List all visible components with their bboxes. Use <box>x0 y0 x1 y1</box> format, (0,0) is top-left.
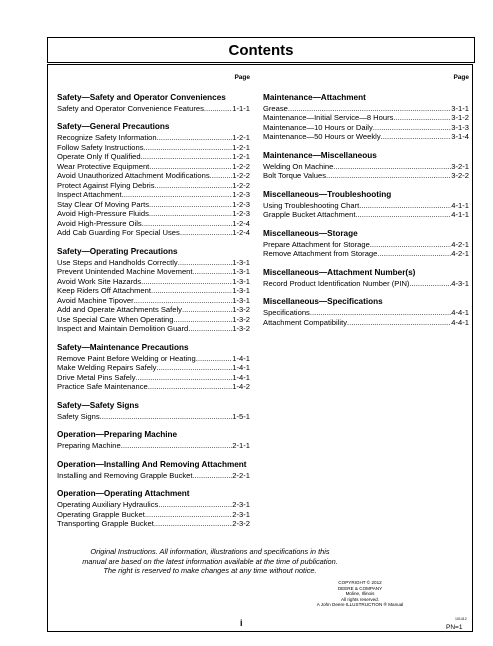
toc-entry-page: 1-2-3 <box>232 209 250 218</box>
dot-leader <box>188 324 232 334</box>
toc-section <box>57 460 250 481</box>
section-title: Miscellaneous—Attachment Number(s) <box>263 267 416 277</box>
dot-leader <box>154 519 232 529</box>
toc-entry-text: Operating Auxiliary Hydraulics <box>57 500 159 509</box>
toc-entry[interactable] <box>57 510 250 520</box>
toc-entry-text: Avoid High-Pressure Fluids <box>57 209 149 218</box>
toc-entry-text: Operating Grapple Bucket <box>57 509 145 519</box>
toc-entry-page: 4-1-1 <box>451 200 469 210</box>
section-title: Operation—Operating Attachment <box>57 489 190 498</box>
dot-leader <box>151 286 232 296</box>
toc-entry-page: 1-2-2 <box>232 161 250 171</box>
dot-leader <box>377 249 451 259</box>
dot-leader <box>141 277 232 287</box>
toc-entry-page: 1-2-1 <box>232 142 250 152</box>
toc-entry[interactable] <box>57 500 250 510</box>
copyright-line: A John Deere ILLUSTRUCTION ® Manual <box>316 602 404 608</box>
toc-entry[interactable] <box>263 308 469 318</box>
toc-entry[interactable] <box>57 373 250 383</box>
dot-leader <box>145 510 232 520</box>
toc-entry-text: Prevent Unintended Machine Movement <box>57 267 193 276</box>
toc-entry-page: 1-1-1 <box>232 103 250 113</box>
toc-section <box>263 93 469 142</box>
dot-leader <box>310 308 451 318</box>
toc-entry[interactable] <box>57 228 250 238</box>
toc-section <box>57 489 250 529</box>
dot-leader <box>359 201 451 211</box>
section-title: Maintenance—Attachment <box>263 92 366 102</box>
toc-entry-text: Avoid High-Pressure Oils <box>57 218 142 228</box>
dot-leader <box>122 190 233 200</box>
copyright-line: Moline, Illinois <box>345 591 375 597</box>
document-code: 101412 <box>455 617 467 621</box>
dot-leader <box>204 104 232 114</box>
toc-entry[interactable] <box>57 143 250 153</box>
dot-leader <box>373 123 452 133</box>
toc-entry-text: Stay Clear Of Moving Parts <box>57 199 150 209</box>
toc-entry-text: Inspect and Maintain Demolition Guard <box>57 324 189 333</box>
dot-leader <box>393 113 451 123</box>
section-title: Safety—Operating Precautions <box>57 246 178 256</box>
dot-leader <box>136 373 233 383</box>
copyright-line: COPYRIGHT © 2012 <box>338 580 382 585</box>
toc-entry-page: 1-2-1 <box>232 133 250 142</box>
toc-entry-text: Drive Metal Pins Safely <box>57 372 136 382</box>
toc-entry-text: Specifications <box>263 308 310 317</box>
dot-leader <box>381 132 452 142</box>
toc-entry-text: Avoid Machine Tipover <box>57 295 134 305</box>
toc-section <box>57 122 250 238</box>
toc-section <box>263 190 469 220</box>
toc-entry-page: 2-3-2 <box>232 519 250 528</box>
toc-entry-page: 1-3-1 <box>232 257 250 267</box>
dot-leader <box>182 305 232 315</box>
toc-entry-page: 3-1-4 <box>451 132 469 141</box>
toc-entry-text: Remove Attachment from Storage <box>263 249 378 258</box>
dot-leader <box>193 471 233 481</box>
toc-entry-page: 1-3-1 <box>232 286 250 295</box>
dot-leader <box>174 315 233 325</box>
toc-entry[interactable] <box>57 471 250 481</box>
dot-leader <box>142 219 233 229</box>
toc-entry[interactable] <box>263 132 469 142</box>
section-title: Miscellaneous—Troubleshooting <box>263 189 392 199</box>
dot-leader <box>149 162 232 172</box>
dot-leader <box>155 181 233 191</box>
toc-entry-page: 1-2-2 <box>232 180 250 190</box>
toc-entry[interactable] <box>57 209 250 219</box>
toc-entry-text: Operate Only If Qualified <box>57 152 141 161</box>
toc-entry-page: 1-4-1 <box>232 363 250 372</box>
toc-entry-text: Maintenance—10 Hours or Daily <box>263 122 373 132</box>
toc-entry-text: Preparing Machine <box>57 441 121 450</box>
section-title: Maintenance—Miscellaneous <box>263 150 377 160</box>
section-title: Safety—General Precautions <box>57 122 170 131</box>
toc-entry-text: Add Cab Guarding For Special Uses <box>57 228 180 237</box>
toc-entry-page: 1-3-2 <box>232 324 250 333</box>
toc-entry-text: Maintenance—Initial Service—8 Hours <box>263 113 394 122</box>
page-column-label: Page <box>234 74 250 81</box>
toc-entry-text: Avoid Work Site Hazards <box>57 276 142 286</box>
toc-entry[interactable] <box>263 171 469 181</box>
toc-entry-text: Bolt Torque Values <box>263 171 327 180</box>
toc-entry-page: 1-2-3 <box>232 190 250 199</box>
section-title: Operation—Installing And Removing Attachment <box>57 459 247 469</box>
toc-entry-page: 1-2-3 <box>232 199 250 209</box>
toc-entry[interactable] <box>57 200 250 210</box>
toc-entry[interactable] <box>57 412 250 422</box>
toc-entry[interactable] <box>57 441 250 451</box>
toc-entry-text: Remove Paint Before Welding or Heating <box>57 353 196 363</box>
toc-entry-page: 4-1-1 <box>451 210 469 219</box>
toc-entry-text: Grapple Bucket Attachment <box>263 210 356 219</box>
toc-entry-page: 2-3-1 <box>232 500 250 509</box>
toc-entry[interactable] <box>57 162 250 172</box>
toc-entry[interactable] <box>57 190 250 200</box>
toc-entry[interactable] <box>57 296 250 306</box>
toc-entry[interactable] <box>263 201 469 211</box>
toc-entry-text: Protect Against Flying Debris <box>57 180 155 190</box>
copyright-line: All rights reserved. <box>340 596 380 602</box>
toc-entry-text: Welding On Machine <box>263 161 334 171</box>
toc-entry[interactable] <box>263 113 469 123</box>
footer-note-line: manual are based on the latest information available at the time of publication. <box>82 556 338 566</box>
toc-entry-page: 1-3-1 <box>232 295 250 305</box>
dot-leader <box>178 258 233 268</box>
toc-entry[interactable] <box>263 123 469 133</box>
dot-leader <box>193 267 233 277</box>
toc-entry-page: 4-3-1 <box>451 278 469 288</box>
dot-leader <box>347 318 451 328</box>
dot-leader <box>326 171 451 181</box>
toc-entry-page: 1-3-2 <box>232 305 250 314</box>
left-column <box>57 73 250 538</box>
toc-entry-page: 1-2-4 <box>232 228 250 237</box>
toc-entry[interactable] <box>263 210 469 220</box>
toc-entry-text: Avoid Unauthorized Attachment Modifications <box>57 171 210 180</box>
page-column-label: Page <box>453 74 469 81</box>
dot-leader <box>370 240 451 250</box>
toc-entry-page: 2-1-1 <box>232 441 250 450</box>
toc-entry-text: Maintenance—50 Hours or Weekly <box>263 132 381 141</box>
section-title: Safety—Maintenance Precautions <box>57 342 189 352</box>
toc-entry-text: Recognize Safety Information <box>57 133 157 142</box>
toc-entry[interactable] <box>57 382 250 392</box>
page-title: Contents <box>228 41 294 59</box>
toc-entry-text: Prepare Attachment for Storage <box>263 239 370 249</box>
right-sections <box>263 93 469 328</box>
toc-section <box>263 229 469 259</box>
dot-leader <box>288 104 451 114</box>
dot-leader <box>157 133 233 143</box>
toc-entry-page: 1-2-1 <box>232 152 250 161</box>
toc-section <box>57 401 250 422</box>
toc-entry[interactable] <box>57 152 250 162</box>
dot-leader <box>134 296 233 306</box>
toc-section <box>263 297 469 327</box>
dot-leader <box>210 171 233 181</box>
toc-section <box>57 430 250 451</box>
toc-entry-page: 1-5-1 <box>232 411 250 421</box>
toc-entry-page: 4-4-1 <box>451 317 469 327</box>
toc-entry-page: 1-3-1 <box>232 276 250 286</box>
toc-entry[interactable] <box>263 162 469 172</box>
toc-entry[interactable] <box>263 240 469 250</box>
toc-entry-page: 4-4-1 <box>451 308 469 317</box>
toc-entry-text: Make Welding Repairs Safely <box>57 363 157 372</box>
toc-entry[interactable] <box>263 249 469 259</box>
toc-entry-text: Using Troubleshooting Chart <box>263 200 360 210</box>
toc-entry-text: Safety and Operator Convenience Features <box>57 103 204 113</box>
dot-leader <box>180 228 232 238</box>
dot-leader <box>196 354 233 364</box>
dot-leader <box>149 209 232 219</box>
toc-section <box>57 343 250 392</box>
toc-entry[interactable] <box>263 318 469 328</box>
toc-entry[interactable] <box>57 286 250 296</box>
toc-entry[interactable] <box>57 363 250 373</box>
toc-entry[interactable] <box>57 258 250 268</box>
toc-entry[interactable] <box>57 277 250 287</box>
toc-entry-page: 3-1-2 <box>451 113 469 122</box>
pn-label: PN=1 <box>446 624 463 631</box>
toc-entry-page: 2-3-1 <box>232 509 250 519</box>
dot-leader <box>141 152 233 162</box>
dot-leader <box>156 363 232 373</box>
toc-entry-page: 3-2-2 <box>451 171 469 180</box>
toc-entry-page: 3-2-1 <box>451 161 469 171</box>
toc-entry[interactable] <box>57 305 250 315</box>
toc-entry-text: Transporting Grapple Bucket <box>57 519 154 528</box>
footer-note-line: The right is reserved to make changes at any time without notice. <box>103 566 317 575</box>
toc-entry[interactable] <box>263 279 469 289</box>
section-title: Safety—Safety and Operator Conveniences <box>57 92 226 102</box>
toc-entry-page: 3-1-1 <box>451 103 469 113</box>
toc-entry-text: Safety Signs <box>57 411 100 421</box>
dot-leader <box>148 382 233 392</box>
toc-section <box>57 93 250 114</box>
toc-entry[interactable] <box>57 104 250 114</box>
section-title: Operation—Preparing Machine <box>57 430 178 439</box>
toc-entry-text: Follow Safety Instructions <box>57 142 144 152</box>
dot-leader <box>409 279 451 289</box>
toc-entry-page: 1-4-2 <box>232 382 250 391</box>
section-title: Safety—Safety Signs <box>57 400 139 410</box>
toc-entry[interactable] <box>57 519 250 529</box>
toc-entry-page: 1-3-2 <box>232 314 250 324</box>
toc-entry[interactable] <box>57 171 250 181</box>
toc-entry-text: Keep Riders Off Attachment <box>57 286 151 295</box>
toc-entry-page: 2-2-1 <box>232 470 250 480</box>
dot-leader <box>355 210 451 220</box>
right-column <box>263 73 469 336</box>
dot-leader <box>100 412 233 422</box>
toc-entry-text: Record Product Identification Number (PIN) <box>263 278 410 288</box>
toc-entry-page: 4-2-1 <box>451 249 469 258</box>
page-number: i <box>240 618 243 628</box>
toc-entry-text: Grease <box>263 103 288 113</box>
section-title: Miscellaneous—Storage <box>263 228 358 238</box>
toc-entry-text: Installing and Removing Grapple Bucket <box>57 470 193 480</box>
toc-entry-text: Attachment Compatibility <box>263 317 347 327</box>
dot-leader <box>149 200 232 210</box>
toc-entry[interactable] <box>57 219 250 229</box>
dot-leader <box>144 143 233 153</box>
toc-entry-page: 1-4-1 <box>232 353 250 363</box>
copyright-block <box>300 580 420 608</box>
toc-entry-page: 1-2-2 <box>232 171 250 180</box>
toc-section <box>263 268 469 289</box>
toc-entry[interactable] <box>57 133 250 143</box>
toc-entry-page: 4-2-1 <box>451 239 469 249</box>
toc-entry-text: Inspect Attachment <box>57 190 122 199</box>
copyright-line: DEERE & COMPANY <box>337 585 383 591</box>
toc-entry[interactable] <box>57 324 250 334</box>
toc-entry-text: Use Steps and Handholds Correctly <box>57 257 178 267</box>
toc-entry-text: Practice Safe Maintenance <box>57 382 148 391</box>
dot-leader <box>333 162 451 172</box>
toc-entry-page: 1-3-1 <box>232 267 250 276</box>
left-sections <box>57 93 250 529</box>
toc-entry[interactable] <box>57 315 250 325</box>
toc-section <box>57 247 250 334</box>
toc-entry-page: 1-2-4 <box>232 218 250 228</box>
toc-entry-text: Wear Protective Equipment <box>57 161 150 171</box>
toc-entry[interactable] <box>263 104 469 114</box>
toc-entry[interactable] <box>57 354 250 364</box>
toc-entry-page: 1-4-1 <box>232 372 250 382</box>
dot-leader <box>121 441 233 451</box>
dot-leader <box>158 500 232 510</box>
contents-title-box <box>47 37 475 63</box>
toc-entry[interactable] <box>57 181 250 191</box>
toc-entry-text: Use Special Care When Operating <box>57 314 174 324</box>
toc-entry-text: Add and Operate Attachments Safely <box>57 305 182 314</box>
toc-entry[interactable] <box>57 267 250 277</box>
footer-note <box>60 547 360 576</box>
toc-entry-page: 3-1-3 <box>451 122 469 132</box>
footer-note-line: Original Instructions. All information, illustrations and specifications in this <box>90 547 330 556</box>
toc-section <box>263 151 469 181</box>
section-title: Miscellaneous—Specifications <box>263 297 383 306</box>
